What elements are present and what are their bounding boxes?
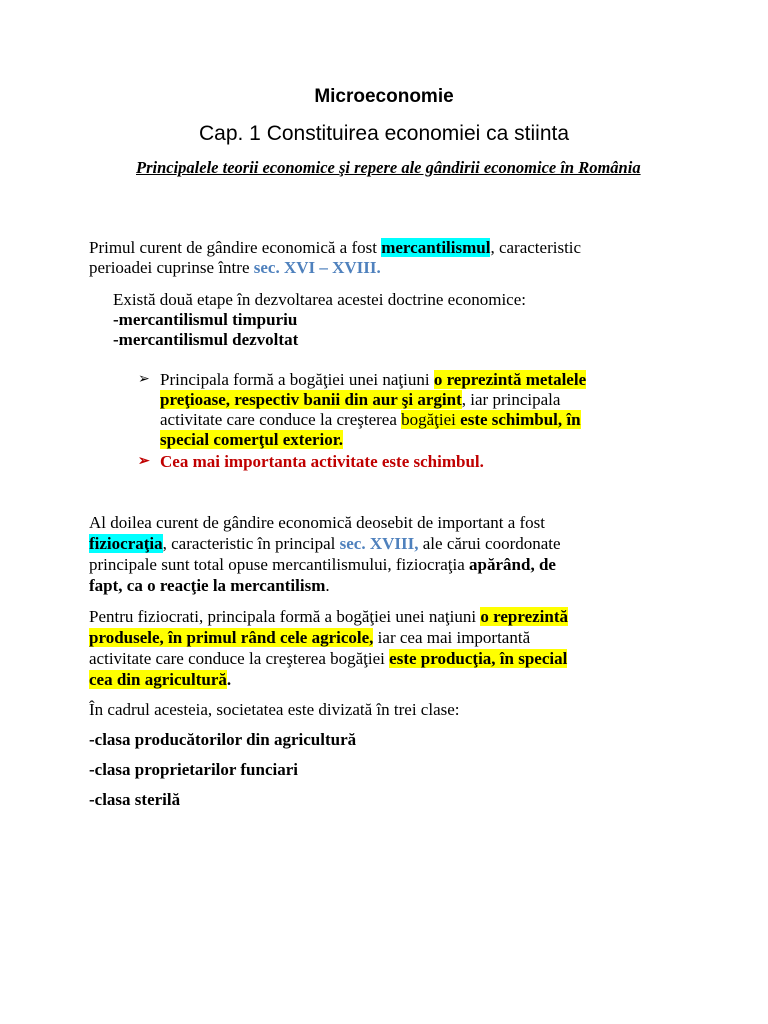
text: , caracteristic în principal [162,534,340,553]
bullet-item [138,370,678,452]
text: Principala formă a bogăţiei unei naţiuni [160,370,434,389]
bullet-text: Cea mai importanta activitate este schimbul. [160,452,484,471]
highlight-text: cea din agricultură [89,670,227,689]
bold-text: apărând, de [469,555,556,574]
text: ale cărui coordonate [418,534,561,553]
class-item: -clasa sterilă [89,790,181,809]
text: Primul curent de gândire economică a fost [89,238,382,257]
stage-item: -mercantilismul dezvoltat [113,330,299,349]
bullet-text [160,370,680,450]
text: Al doilea curent de gândire economică deosebit de important a fost [89,513,546,532]
highlight-text: o reprezintă metalele [433,370,587,389]
class-item: -clasa proprietarilor funciari [89,760,299,779]
paragraph-mercantilism [89,238,689,278]
text: perioadei cuprinse între [89,258,254,277]
text: activitate care conduce la creşterea [160,410,402,429]
chapter-title: Cap. 1 Constituirea economiei ca stiinta [198,122,570,145]
paragraph-physiocrats-wealth [89,606,689,690]
paragraph-stages [113,290,673,350]
bold-text: fapt, ca o reacţie la mercantilism [89,576,326,595]
arrow-bullet-icon: ➢ [138,454,150,469]
text: principale sunt total opuse mercantilismului, fiziocraţia [89,555,470,574]
bullet-item [138,452,678,474]
text: . [226,670,232,689]
section-heading: Principalele teorii economice şi repere ale gândirii economice în România [136,158,641,177]
text: , caracteristic [490,238,582,257]
paragraph-physiocracy [89,512,689,596]
highlight-text: este schimbul, în [455,410,581,429]
highlight-text: este producţia, în special [389,649,568,668]
text: Există două etape în dezvoltarea acestei doctrine economice: [113,290,526,309]
stage-item: -mercantilismul timpuriu [113,310,298,329]
century-range: sec. XVIII, [339,534,419,553]
class-item: -clasa producătorilor din agricultură [89,730,357,749]
highlight-text: o reprezintă [480,607,568,626]
text: activitate care conduce la creşterea bogăţiei [89,649,390,668]
highlight-text: preţioase, respectiv banii din aur şi argint [160,390,462,409]
century-range: sec. XVI – XVIII. [253,258,381,277]
highlight-term: fiziocraţia [89,534,163,553]
highlight-text: special comerţul exterior. [160,430,343,449]
text: , iar principala [461,390,561,409]
highlight-text: produsele, în primul rând cele agricole, [89,628,374,647]
highlight-text: bogăţiei [401,410,456,429]
text: iar cea mai importantă [373,628,531,647]
arrow-bullet-icon: ➢ [138,372,150,387]
text: Pentru fiziocrati, principala formă a bogăţiei unei naţiuni [89,607,481,626]
document-title: Microeconomie [314,86,454,107]
paragraph-classes-intro: În cadrul acesteia, societatea este divizată în trei clase: [89,700,460,719]
highlight-term: mercantilismul [381,238,491,257]
text: . [325,576,330,595]
